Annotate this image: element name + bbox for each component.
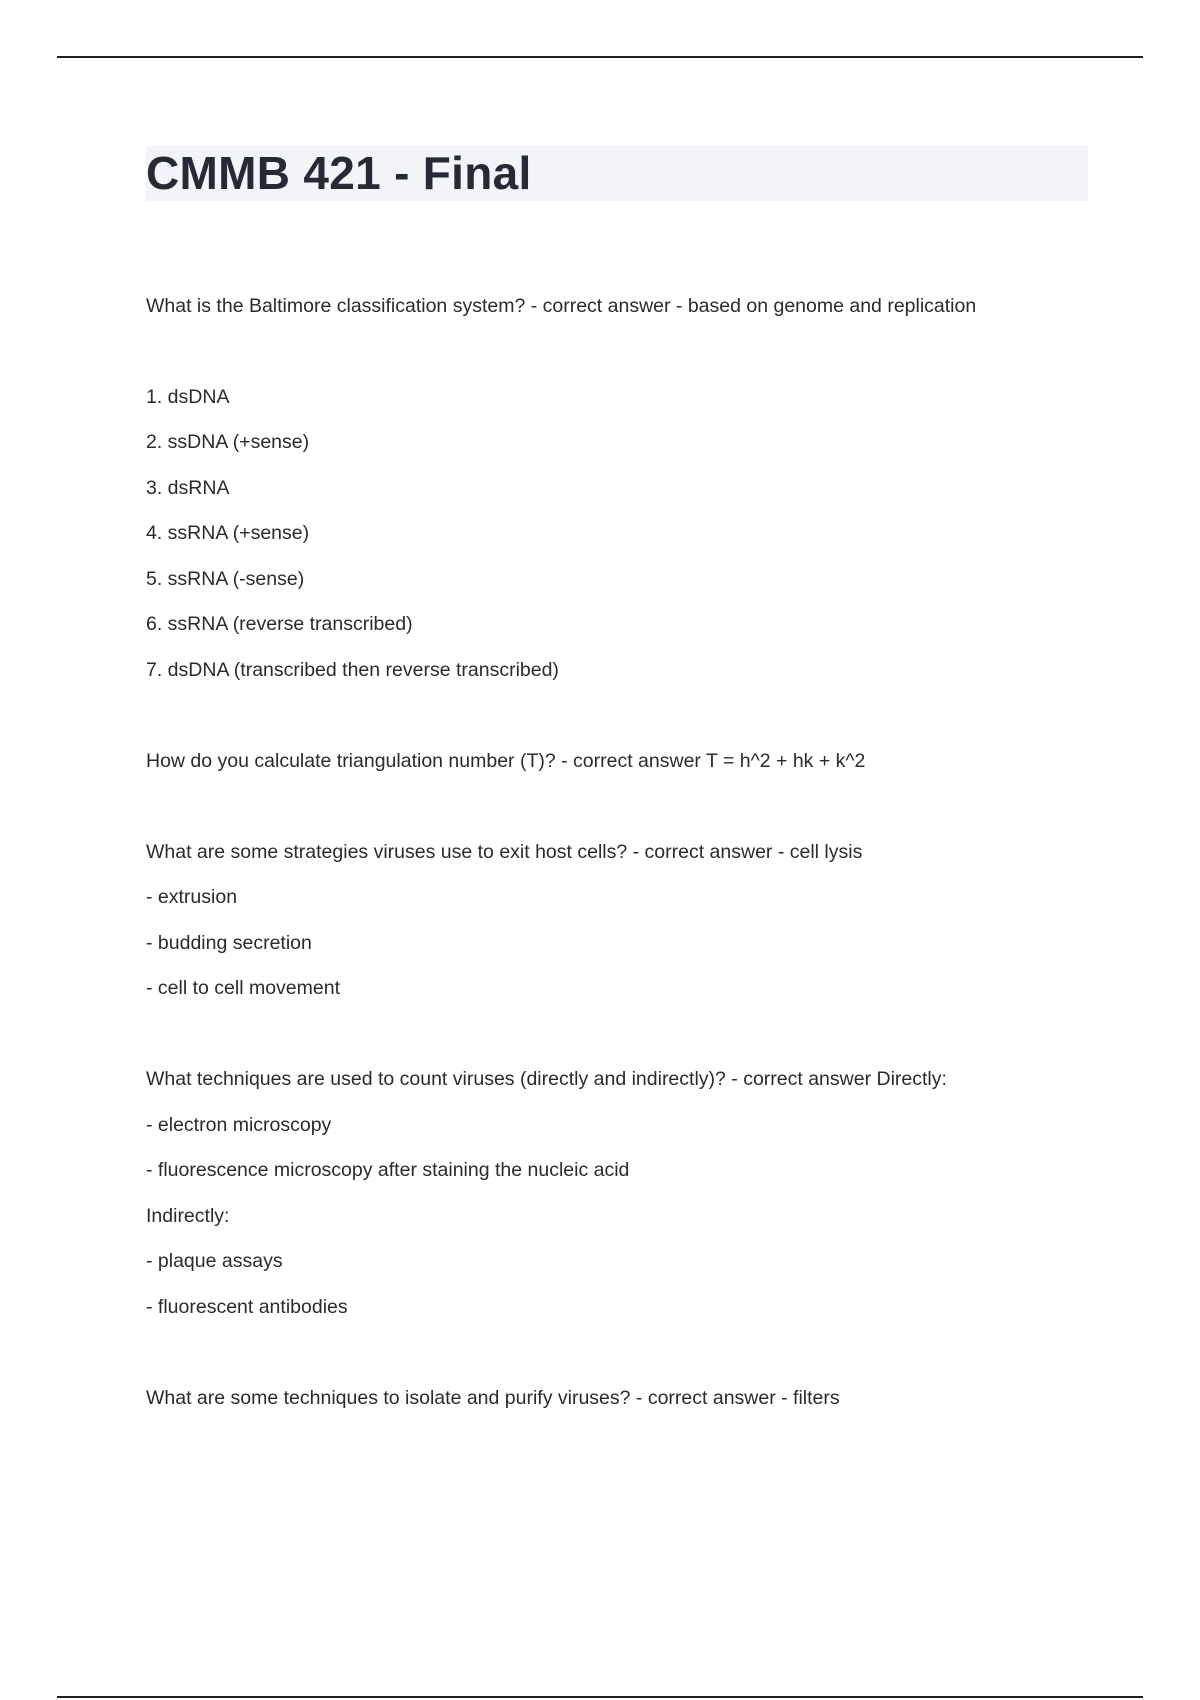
list-item: 3. dsRNA	[146, 477, 230, 499]
title-banner	[146, 146, 1088, 201]
question-triangulation: How do you calculate triangulation number (T)? - correct answer T = h^2 + hk + k^2	[146, 750, 866, 772]
list-item: 4. ssRNA (+sense)	[146, 522, 310, 544]
list-item: - electron microscopy	[146, 1114, 332, 1136]
list-item: 1. dsDNA	[146, 386, 230, 408]
list-item: - fluorescent antibodies	[146, 1296, 348, 1318]
question-count-viruses: What techniques are used to count viruses (directly and indirectly)? - correct answer Directly:	[146, 1068, 947, 1090]
list-item: - plaque assays	[146, 1250, 283, 1272]
list-item: 2. ssDNA (+sense)	[146, 431, 310, 453]
list-item: - budding secretion	[146, 932, 312, 954]
question-isolate-purify: What are some techniques to isolate and purify viruses? - correct answer - filters	[146, 1387, 840, 1409]
top-rule	[57, 56, 1143, 58]
list-item: Indirectly:	[146, 1205, 230, 1227]
list-item: - fluorescence microscopy after staining the nucleic acid	[146, 1159, 630, 1181]
list-item: 5. ssRNA (-sense)	[146, 568, 305, 590]
bottom-rule	[57, 1696, 1143, 1698]
list-item: 6. ssRNA (reverse transcribed)	[146, 613, 413, 635]
question-exit-strategies: What are some strategies viruses use to exit host cells? - correct answer - cell lysis	[146, 841, 863, 863]
list-item: - cell to cell movement	[146, 977, 340, 999]
list-item: 7. dsDNA (transcribed then reverse transcribed)	[146, 659, 559, 681]
list-item: - extrusion	[146, 886, 238, 908]
document-title: CMMB 421 - Final	[146, 147, 532, 199]
question-baltimore: What is the Baltimore classification system? - correct answer - based on genome and replication	[146, 295, 977, 317]
